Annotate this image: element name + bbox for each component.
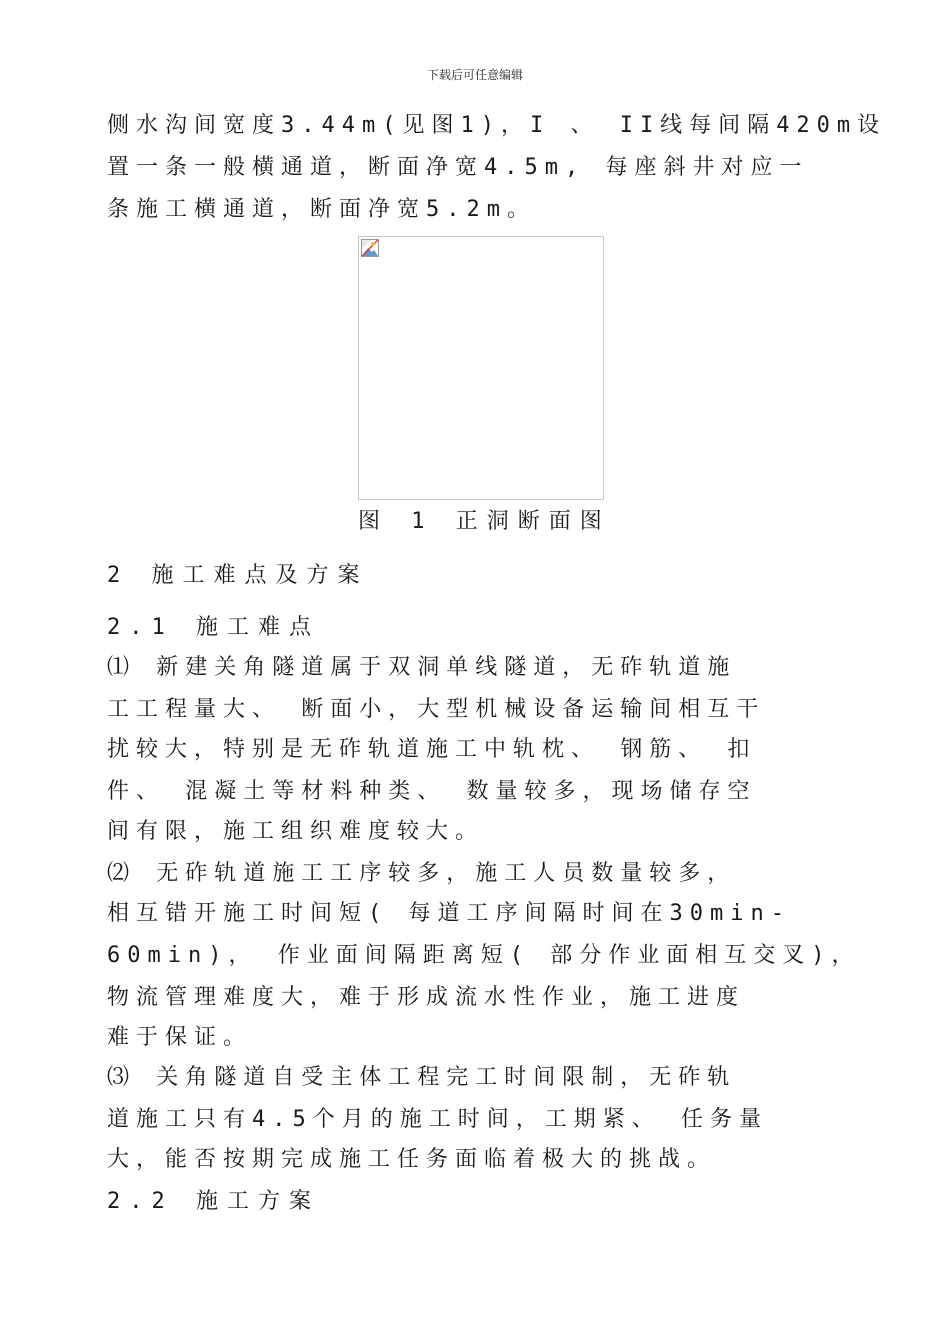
paragraph-line: ⑴ 新建关角隧道属于双洞单线隧道，无砟轨道施: [107, 655, 737, 680]
paragraph-line: 间有限，施工组织难度较大。: [107, 819, 485, 844]
paragraph-line: 难于保证。: [107, 1025, 253, 1050]
page-header: 下载后可任意编辑: [426, 68, 523, 82]
paragraph-line: 物流管理难度大，难于形成流水性作业，施工进度: [107, 985, 746, 1010]
broken-image-icon: [361, 239, 379, 257]
paragraph-line: 工工程量大、 断面小，大型机械设备运输间相互干: [107, 697, 766, 722]
intro-line-3: 条施工横通道，断面净宽5.2m。: [107, 197, 536, 222]
paragraph-line: 相互错开施工时间短( 每道工序间隔时间在30min-: [107, 901, 791, 926]
paragraph-line: ⑵ 无砟轨道施工工序较多，施工人员数量较多，: [107, 861, 737, 886]
paragraph-line: ⑶ 关角隧道自受主体工程完工时间限制，无砟轨: [107, 1065, 737, 1090]
intro-line-1: 侧水沟间宽度3.44m(见图1)，I 、 II线每间隔420m设: [107, 113, 887, 138]
intro-line-2: 置一条一般横通道，断面净宽4.5m, 每座斜井对应一: [107, 155, 809, 180]
section-2-2-heading: 2.2 施工方案: [107, 1189, 320, 1214]
section-2-heading: 2 施工难点及方案: [107, 563, 369, 588]
paragraph-line: 60min)， 作业面间隔距离短( 部分作业面相互交叉)，: [107, 943, 861, 968]
paragraph-line: 扰较大，特别是无砟轨道施工中轨枕、 钢筋、 扣: [107, 737, 757, 762]
figure-image-placeholder: [358, 236, 604, 500]
paragraph-line: 道施工只有4.5个月的施工时间，工期紧、 任务量: [107, 1107, 768, 1132]
paragraph-line: 件、 混凝土等材料种类、 数量较多，现场储存空: [107, 779, 757, 804]
paragraph-line: 大，能否按期完成施工任务面临着极大的挑战。: [107, 1147, 717, 1172]
figure-caption: 图 1 正洞断面图: [358, 509, 611, 534]
section-2-1-heading: 2.1 施工难点: [107, 615, 320, 640]
